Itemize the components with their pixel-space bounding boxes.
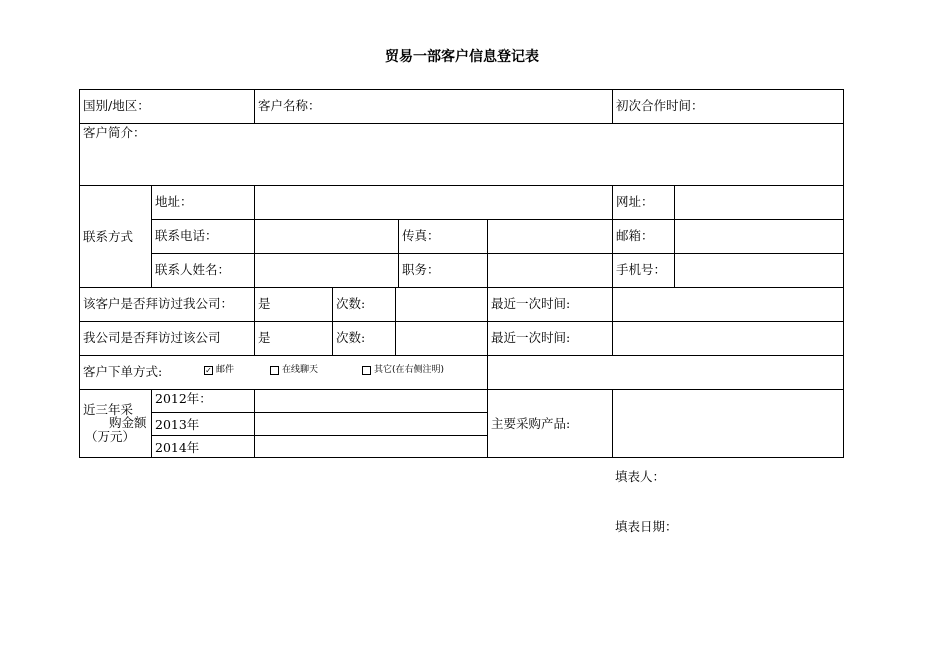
address-input[interactable] xyxy=(254,185,613,220)
address-label: 地址： xyxy=(151,185,255,220)
customer-visit-count-label: 次数: xyxy=(332,287,396,322)
website-label: 网址： xyxy=(612,185,675,220)
order-option-label: 在线聊天 xyxy=(282,365,319,375)
email-input[interactable] xyxy=(674,219,844,254)
fill-date-label: 填表日期： xyxy=(615,519,678,534)
fax-input[interactable] xyxy=(487,219,613,254)
checkbox-checked-icon[interactable]: ✓ xyxy=(205,365,212,375)
company-last-visit-input[interactable] xyxy=(612,321,844,356)
order-option-label: 邮件 xyxy=(216,365,235,375)
mobile-input[interactable] xyxy=(674,253,844,288)
company-last-visit-label: 最近一次时间: xyxy=(487,321,613,356)
company-visited-question: 我公司是否拜访过该公司 xyxy=(79,321,255,356)
customer-last-visit-label: 最近一次时间: xyxy=(487,287,613,322)
customer-intro-field[interactable]: 客户简介： xyxy=(79,123,844,186)
position-input[interactable] xyxy=(487,253,613,288)
order-method-label: 客户下单方式: xyxy=(83,364,163,379)
order-method-row xyxy=(79,355,488,390)
year-2012-amount-input[interactable] xyxy=(254,389,488,413)
website-input[interactable] xyxy=(674,185,844,220)
year-2013-amount-input[interactable] xyxy=(254,412,488,436)
order-option-other[interactable] xyxy=(362,365,444,376)
customer-visited-question: 该客户是否拜访过我公司： xyxy=(79,287,255,322)
purchase-amount-label: 近三年采 购金额 （万元） xyxy=(79,389,152,458)
order-option-email[interactable] xyxy=(204,365,234,376)
year-2012-label: 2012年： xyxy=(151,389,255,413)
first-cooperation-time-field[interactable]: 初次合作时间： xyxy=(612,89,844,124)
customer-name-field[interactable]: 客户名称： xyxy=(254,89,613,124)
order-method-note-input[interactable] xyxy=(487,355,844,390)
customer-last-visit-input[interactable] xyxy=(612,287,844,322)
checkbox-icon[interactable] xyxy=(270,366,279,375)
company-visit-count-label: 次数: xyxy=(332,321,396,356)
checkbox-icon[interactable] xyxy=(362,366,371,375)
mobile-label: 手机号： xyxy=(612,253,675,288)
customer-visited-answer[interactable]: 是 xyxy=(254,287,333,322)
customer-info-form xyxy=(80,90,844,458)
order-option-label: 其它(在右侧注明) xyxy=(374,365,445,375)
fax-label: 传真： xyxy=(398,219,488,254)
order-option-online-chat[interactable] xyxy=(270,365,318,376)
year-2014-amount-input[interactable] xyxy=(254,435,488,458)
main-products-input[interactable] xyxy=(612,389,844,458)
contact-section-label: 联系方式 xyxy=(79,185,152,288)
contact-name-input[interactable] xyxy=(254,253,399,288)
phone-label: 联系电话： xyxy=(151,219,255,254)
company-visited-answer[interactable]: 是 xyxy=(254,321,333,356)
email-label: 邮箱： xyxy=(612,219,675,254)
year-2014-label: 2014年 xyxy=(151,435,255,458)
contact-name-label: 联系人姓名： xyxy=(151,253,255,288)
year-2013-label: 2013年 xyxy=(151,412,255,436)
customer-visit-count-input[interactable] xyxy=(395,287,488,322)
position-label: 职务： xyxy=(398,253,488,288)
filler-label: 填表人： xyxy=(615,469,666,484)
company-visit-count-input[interactable] xyxy=(395,321,488,356)
phone-input[interactable] xyxy=(254,219,399,254)
main-products-label: 主要采购产品: xyxy=(487,389,613,458)
page-title: 贸易一部客户信息登记表 xyxy=(385,49,539,65)
country-region-field[interactable]: 国别/地区： xyxy=(79,89,255,124)
